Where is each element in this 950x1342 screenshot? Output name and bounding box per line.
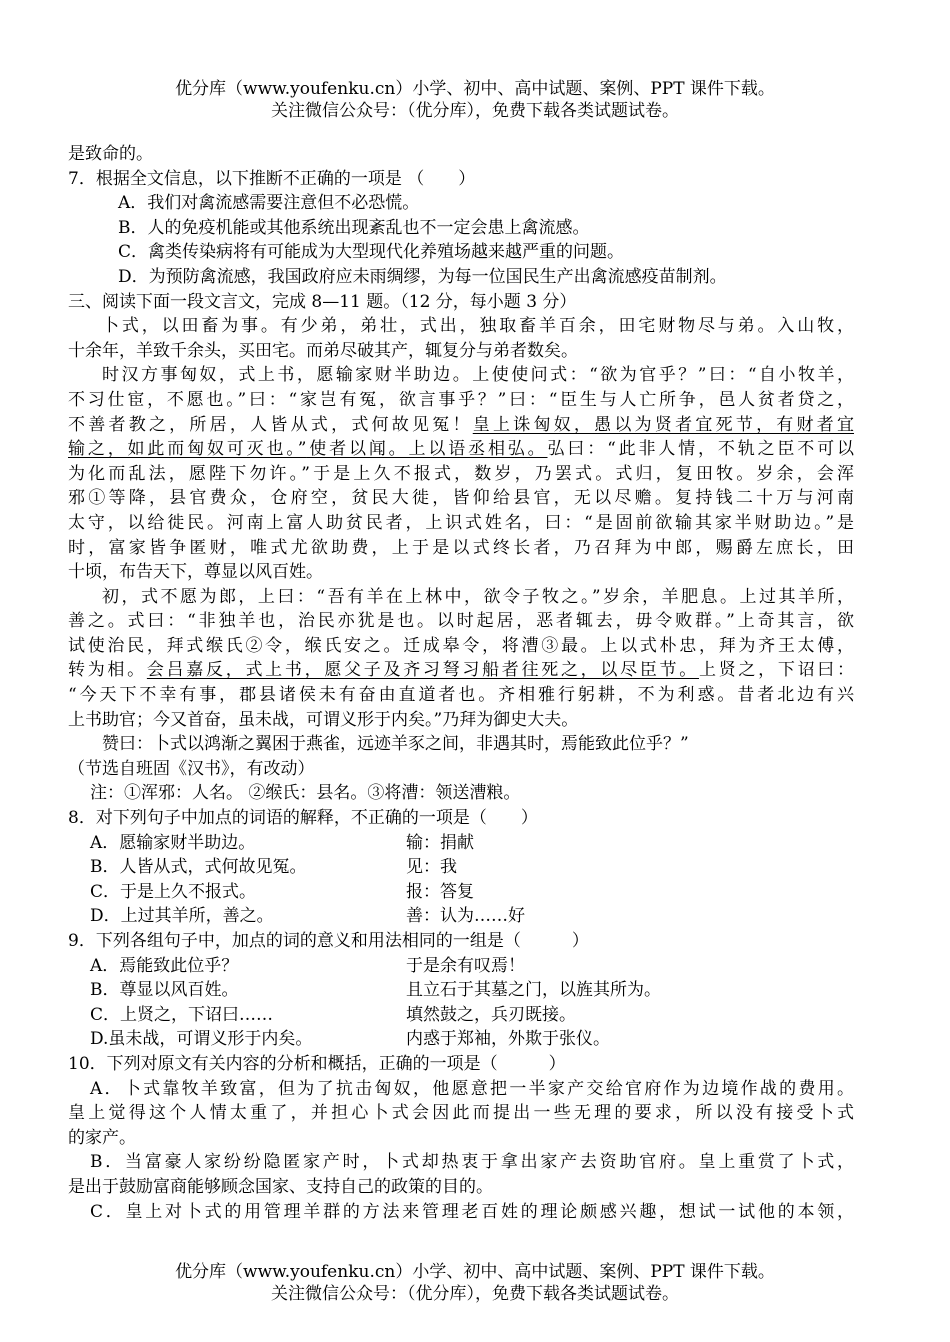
- header-line-2: 关注微信公众号：（优分库），免费下载各类试题试卷。: [271, 101, 679, 121]
- q8-explanation: 善：认为……好: [406, 906, 525, 927]
- q10-option-b: B．当富豪人家纷纷隐匿家产时，卜式却热衷于拿出家产去资助官府。皇上重赏了卜式，: [90, 1152, 854, 1173]
- underlined-sentence: 输之，如此而匈奴可灭也。”: [68, 439, 307, 460]
- passage-line: 十余年，羊致千余头，买田宅。而弟尽破其产，辄复分与弟者数矣。: [68, 340, 578, 361]
- q8-explanation: 报：答复: [406, 881, 474, 902]
- question-10-stem: 10．下列对原文有关内容的分析和概括，正确的一项是（ ）: [68, 1053, 566, 1074]
- q8-explanation: 输：捐献: [406, 832, 474, 853]
- q10-option-a: A．卜式靠牧羊致富，但为了抗击匈奴，他愿意把一半家产交给官府作为边境作战的费用。: [90, 1078, 854, 1099]
- q9-option-c: [68, 1003, 854, 1028]
- q8-sentence: A．愿输家财半助边。: [90, 832, 256, 853]
- q8-explanation: 见：我: [406, 857, 457, 878]
- q9-sentence-2: 填然鼓之，兵刃既接。: [406, 1004, 576, 1025]
- q8-sentence: D．上过其羊所，善之。: [90, 906, 274, 927]
- passage-line: [68, 437, 854, 462]
- q9-sentence-2: 且立石于其墓之门，以旌其所为。: [406, 980, 661, 1001]
- question-9-stem: 9．下列各组句子中，加点的词的意义和用法相同的一组是（ ）: [68, 931, 589, 951]
- footer-line-1: 优分库（www.youfenku.cn）小学、初中、高中试题、案例、PPT 课件下载。: [175, 1262, 775, 1282]
- q9-sentence-1: B．尊显以风百姓。: [90, 980, 239, 1001]
- passage-line: 为化而乱法，愿陛下勿许。”于是上久不报式，数岁，乃罢式。式归，复田牧。岁余，会浑: [68, 463, 854, 484]
- q8-option-c: [68, 880, 854, 905]
- passage-line: 太守，以给徙民。河南上富人助贫民者，上识式姓名，曰：“是固前欲输其家半财助边。”是: [68, 512, 854, 533]
- q8-sentence: B．人皆从式，式何故见冤。: [90, 857, 307, 878]
- q10-option-c: C．皇上对卜式的用管理羊群的方法来管理老百姓的理论颇感兴趣，想试一试他的本领，: [90, 1201, 854, 1222]
- q10-option-b-cont: 是出于鼓励富商能够顾念国家、支持自己的政策的目的。: [68, 1176, 493, 1197]
- passage-line: 善之。式曰：“非独羊也，治民亦犹是也。以时起居，恶者辄去，毋令败群。”上奇其言，欲: [68, 611, 854, 632]
- q9-sentence-1: C．上贤之，下诏曰……: [90, 1004, 274, 1025]
- passage-line: 邪①等降，县官费众，仓府空，贫民大徙，皆仰给县官，无以尽赡。复持钱二十万与河南: [68, 488, 854, 509]
- q10-option-a-cont: 皇上觉得这个人情太重了，并担心卜式会因此而提出一些无理的要求，所以没有接受卜式: [68, 1103, 854, 1124]
- q7-option-b: B．人的免疫机能或其他系统出现紊乱也不一定会患上禽流感。: [118, 217, 590, 238]
- q8-option-a: [68, 831, 854, 856]
- passage-line: 初，式不愿为郎，上曰：“吾有羊在上林中，欲令子牧之。”岁余，羊肥息。上过其羊所，: [102, 586, 854, 607]
- passage-text: 上贤之，下诏曰：: [698, 660, 855, 681]
- text-line: 是致命的。: [68, 144, 153, 164]
- passage-line: [68, 658, 854, 683]
- q9-option-b: [68, 978, 854, 1003]
- q7-option-c: C．禽类传染病将有可能成为大型现代化养殖场越来越严重的问题。: [118, 242, 625, 263]
- passage-line: 十顷，布告天下，尊显以风百姓。: [68, 562, 323, 583]
- passage-line: 上书助官；今又首奋，虽未战，可谓义形于内矣。”乃拜为御史大夫。: [68, 709, 579, 730]
- passage-line: 赞曰：卜式以鸿渐之翼困于燕雀，远迹羊豕之间，非遇其时，焉能致此位乎？”: [102, 734, 689, 755]
- section-3-heading: 三、阅读下面一段文言文，完成 8—11 题。（12 分，每小题 3 分）: [68, 291, 577, 312]
- q9-sentence-1: D.虽未战，可谓义形于内矣。: [90, 1029, 313, 1050]
- q9-sentence-2: 内惑于郑袖，外欺于张仪。: [406, 1029, 610, 1050]
- footer-line-2: 关注微信公众号：（优分库），免费下载各类试题试卷。: [271, 1284, 679, 1304]
- underlined-sentence: 使者以闻。上以语丞相弘。: [306, 439, 548, 460]
- header-line-1: 优分库（www.youfenku.cn）小学、初中、高中试题、案例、PPT 课件下载。: [175, 79, 775, 99]
- passage-line: 不习仕宦，不愿也。”曰：“家岂有冤，欲言事乎？”曰：“臣生与人亡所争，邑人贫者贷之，: [68, 389, 854, 410]
- q9-option-d: [68, 1027, 854, 1052]
- passage-line: 时汉方事匈奴，式上书，愿输家财半助边。上使使问式：“欲为官乎？”曰：“自小牧羊，: [102, 365, 854, 386]
- passage-text: 弘曰：“此非人情，不轨之臣不可以: [547, 439, 854, 460]
- q9-option-a: [68, 954, 854, 979]
- passage-source: （节选自班固《汉书》，有改动）: [68, 758, 315, 779]
- question-7-stem: 7．根据全文信息，以下推断不正确的一项是 （ ）: [68, 168, 476, 189]
- passage-line: [68, 413, 854, 438]
- document-body: [68, 142, 854, 1224]
- q8-option-b: [68, 855, 854, 880]
- passage-line: “今天下不幸有事，郡县诸侯未有奋由直道者也。齐相雅行躬耕，不为利惑。昔者北边有兴: [68, 685, 854, 706]
- passage-text: 转为相。: [68, 660, 147, 681]
- q7-option-d: D．为预防禽流感，我国政府应未雨绸缪，为每一位国民生产出禽流感疫苗制剂。: [118, 266, 727, 287]
- q7-option-a: A．我们对禽流感需要注意但不必恐慌。: [118, 193, 420, 214]
- passage-line: 试使治民，拜式缑氏②令，缑氏安之。迁成皋令，将漕③最。上以式朴忠，拜为齐王太傅，: [68, 635, 854, 656]
- page-header: [0, 78, 950, 122]
- underlined-sentence: 皇上诛匈奴，愚以为贤者宜死节，有财者宜: [472, 414, 855, 435]
- q8-option-d: [68, 904, 854, 929]
- page-footer: [0, 1261, 950, 1305]
- q10-option-a-cont: 的家产。: [68, 1127, 136, 1148]
- q9-sentence-1: A．焉能致此位乎？: [90, 955, 239, 976]
- passage-notes: 注：①浑邪：人名。 ②缑氏：县名。③将漕：领送漕粮。: [90, 783, 521, 804]
- passage-line: 卜式，以田畜为事。有少弟，弟壮，式出，独取畜羊百余，田宅财物尽与弟。入山牧，: [102, 316, 854, 337]
- passage-text: 不善者教之，所居，人皆从式，式何故见冤！: [68, 414, 473, 435]
- passage-line: 时，富家皆争匿财，唯式尤欲助费，上于是以式终长者，乃召拜为中郎，赐爵左庶长，田: [68, 537, 854, 558]
- underlined-sentence: 会吕嘉反，式上书，愿父子及齐习弩习船者往死之，以尽臣节。: [146, 660, 699, 681]
- question-8-stem: 8．对下列句子中加点的词语的解释，不正确的一项是（ ）: [68, 808, 538, 829]
- q9-sentence-2: 于是余有叹焉！: [406, 955, 525, 976]
- q8-sentence: C．于是上久不报式。: [90, 881, 257, 902]
